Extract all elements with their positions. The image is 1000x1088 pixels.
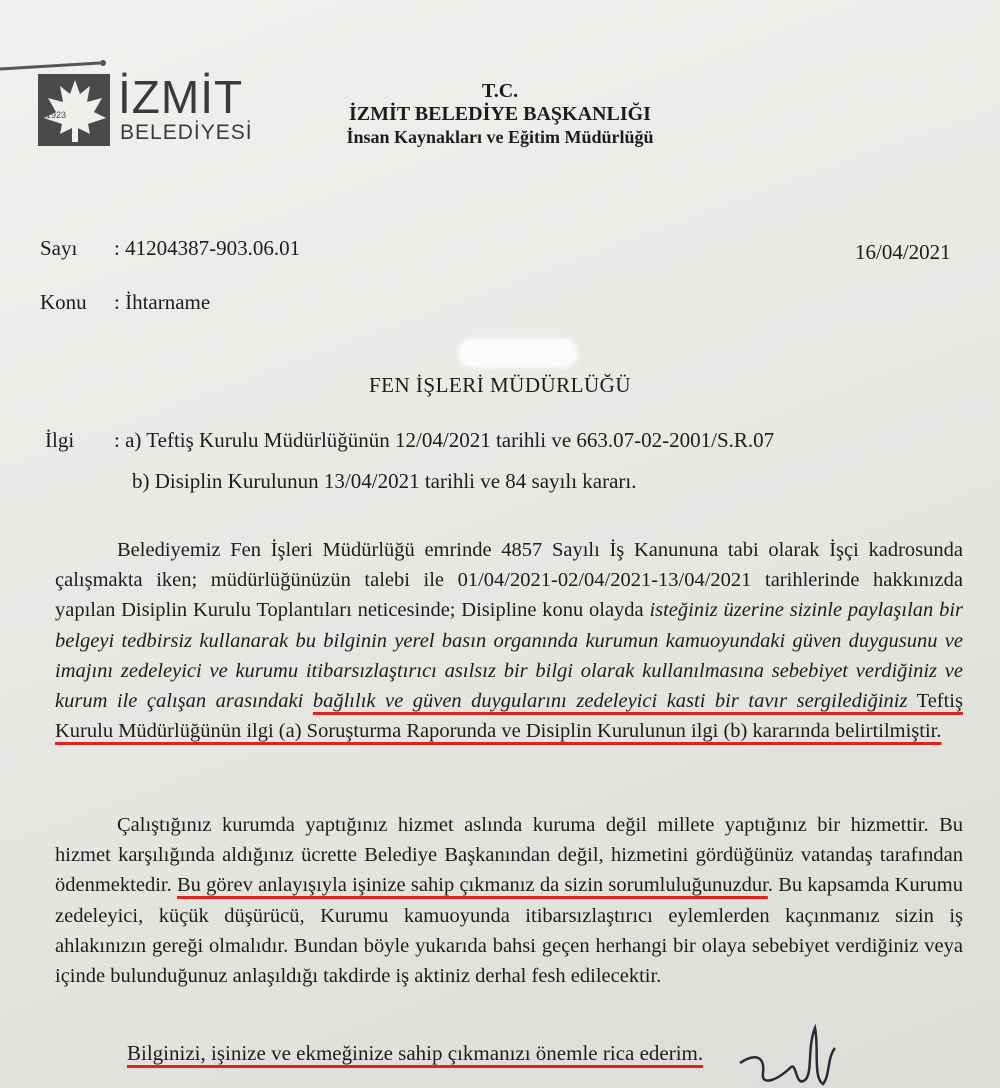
maple-leaf-logo-icon [38,72,112,148]
document-date: 16/04/2021 [855,240,951,264]
recipient: FEN İŞLERİ MÜDÜRLÜĞÜ [369,373,631,397]
letterhead [300,80,700,148]
redaction-mark [458,338,578,368]
paragraph-2-underlined: Bu görev anlayışıyla işinize sahip çıkmanız da sizin sorumluluğunuzdur [176,874,768,897]
ilgi-label: İlgi [45,428,75,452]
paragraph-1-lead: Belediyemiz Fen İşleri Müdürlüğü emrinde 4857 Sayılı İş Kanununa tabi olarak İşçi kadrosunda çalışmakta iken; müdürlüğünüzün talebi ile 01/04/2021-02/04/2021-13/04/2021 tarihlerinde hakkınızda yapılan Disiplin Kurulu Toplantıları neticesinde; Disipline konu olayda [55,539,963,622]
ilgi-a: : a) Teftiş Kurulu Müdürlüğünün 12/04/2021 tarihli ve 663.07-02-2001/S.R.07 [114,428,775,452]
paragraph-2 [55,810,963,991]
paragraph-1 [55,535,963,746]
konu-label: Konu [40,290,87,314]
paragraph-1-underlined: Teftiş Kurulu Müdürlüğünün ilgi (a) Soruşturma Raporunda ve Disiplin Kurulunun ilgi (b) kararında belirtilmiştir. [55,690,963,743]
paragraph-2-tail: . Bu kapsamda Kurumu zedeleyici, küçük düşürücü, Kurumu kamuoyunda itibarsızlaştırıcı eylemlerden kaçınmanız sizin iş ahlakınızın gereği olmalıdır. Bundan böyle yukarıda bahsi geçen herhangi bir olaya sebebiyet verdiğiniz veya içinde bulunduğunuz anlaşıldığı takdirde iş aktiniz derhal fesh edilecektir. [55,874,963,988]
paragraph-1-italic: isteğiniz üzerine sizinle paylaşılan bir belgeyi tedbirsiz kullanarak bu bilginin yerel basın organında kurumun kamuoyundaki güven duygusunu ve imajını zedeleyici ve kurumu itibarsızlaştırıcı asılsız bir bilgi olarak kullanılmasına sebebiyet verdiğiniz ve kurum ile çalışan arasındaki [55,599,963,713]
header-department: İnsan Kaynakları ve Eğitim Müdürlüğü [346,127,654,147]
closing-sentence: Bilginizi, işinize ve ekmeğinize sahip çıkmanızı önemle rica ederim. [127,1041,704,1065]
signature-icon [735,1018,865,1088]
logo-name: İZMİT [118,71,244,123]
sayi-value: : 41204387-903.06.01 [114,236,301,260]
logo-subtitle: BELEDİYESİ [120,121,253,144]
ilgi-b: b) Disiplin Kurulunun 13/04/2021 tarihli ve 84 sayılı kararı. [132,469,637,493]
logo-year: 1923 [46,110,67,120]
paragraph-1-italic-underlined: bağlılık ve güven duygularını zedeleyici kasti bir tavır sergilediğiniz [312,690,908,713]
municipality-logo [38,72,268,152]
paragraph-2-lead: Çalıştığınız kurumda yaptığınız hizmet aslında kuruma değil millete yaptığınız bir hizmettir. Bu hizmet karşılığında aldığınız ücrette Belediye Başkanından değil, hizmetini gördüğünüz vatandaş tarafından ödenmektedir. [55,814,963,897]
sayi-label: Sayı [40,236,78,260]
konu-value: : İhtarname [114,290,211,314]
header-tc: T.C. [481,80,519,102]
header-municipality: İZMİT BELEDİYE BAŞKANLIĞI [349,103,651,125]
